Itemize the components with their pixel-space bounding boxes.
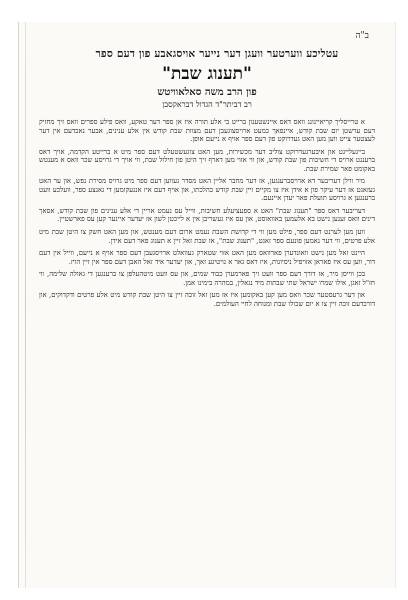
paragraph: ווען מען לערנט דעם ספר, פילט מען ווי די קדושת השבת נעמט ארום דעם מענטש, און מען האט חשק צו היטן שבת מיט אלע פרטים, ווי דער נאמען פונעם ספר זאגט, "תענוג שבת", אז שבת זאל זיין א תענוג פאר דעם אידן.: [39, 228, 375, 245]
paragraph: דעריבער דאס ספר "תענוג שבת" האט א ספעציעלע חשיבות, ווייל עס נעמט אריין די אלע ענינים פון שבת קודש, אסאך דינים וואס זענען נישט בא אלעמען באוואוסט, און עס איז געשריבן אין א לייכטן לשון אז יעדער איינער קען עס פארשטיין.: [39, 206, 375, 224]
author-line: פון הרב משה סאלאוויטש: [157, 87, 257, 98]
paragraph: בכן ווייסן מיר, אז דורך דעם ספר וועט זיך פארמערן כבוד שמים, און עס וועט מיטהעלפן צו ברענגען די גאולה שלימה, ווי חז"ל זאגן, אילו שמרו ישראל שתי שבתות מיד נגאלין, במהרה בימינו אמן.: [39, 270, 375, 287]
article-body: [39, 118, 375, 548]
intro-heading: עטליכע ווערטער וועגן דער נייער אויסגאבע פון דעם ספר: [95, 48, 339, 60]
paragraph: בייגעלייגט און איבערגעדרוקט צוליב דער מכשירות, מען האט צוגעשטעלט דעם ספר מיט א ברייטע הקדמה, אויך דאס ברענגט ארויס די חשיבות פון שבת קודש, און ווי אזוי מען דארף זיך היטן פון חילול שבת, ווי אויך די גרויסע שכר וואס א מענטש באקומט פאר שמירת שבת.: [39, 147, 375, 173]
book-title: "תענוג שבת": [162, 64, 252, 84]
author-description: רב דביתר"ד הגדול דבראקסבן: [162, 100, 252, 109]
paragraph: היינט זאל מען נישט וואונדערן פארוואס מען האט אזוי שטארק געוואלט ארויסגעבן דעם ספר אויף א נייעם, ווייל אין דעם דור, ווען עס איז פאראן אזויפיל ניסיונות, איז דאס גאר א נויטיגע זאך, און יעדער איד זאל האבן דעם ספר אין זיין הויז.: [39, 249, 375, 266]
paper-sheet: [18, 22, 395, 588]
paragraph: און דער גרעסטער שכר וואס מען קען באקומען איז אז מען זאל זוכה זיין צו היטן שבת קודש מיט אלע פרטים ודקדוקים, און דורכדעם זוכה זיין צו א יום שכולו שבת ומנוחה לחיי העולמים.: [39, 291, 375, 308]
paragraph: א טרייסליך קריאיינונג וואס דאס איינשטענון ברייט בי אלע תורה איז אן ספר דער טאקע, וואס פילע ספרים וואס זיך מחזיק דעם ערשטן יום שבת קודש, איינפאך כמעט ארויסצוגעבן דעם מצוות שבת קודש אין אלע ענינים, אבער נאכדעם אין דער לעצטער צייט ווען מען האט געדרוקט פון דעם ספר אויף א נייעם אופן.: [39, 118, 375, 144]
bsd-mark: ב"ה: [355, 31, 369, 41]
paragraph: מיר ווילן דעריבער דא ארויסברענגען, אז דער מחבר אליין האט מסדר געווען דעם ספר מיט גרויס מסירת נפש, און ער האט געזאגט אז דער עיקר פון א אידן איז צו מקיים זיין שבת קודש כהלכתו, און אויף דעם איז אנגעקומען די גאנצע ספר, וועלכע וועט ברענגען א גרויסע תועלת פאר יעדן איינעם.: [39, 177, 375, 203]
